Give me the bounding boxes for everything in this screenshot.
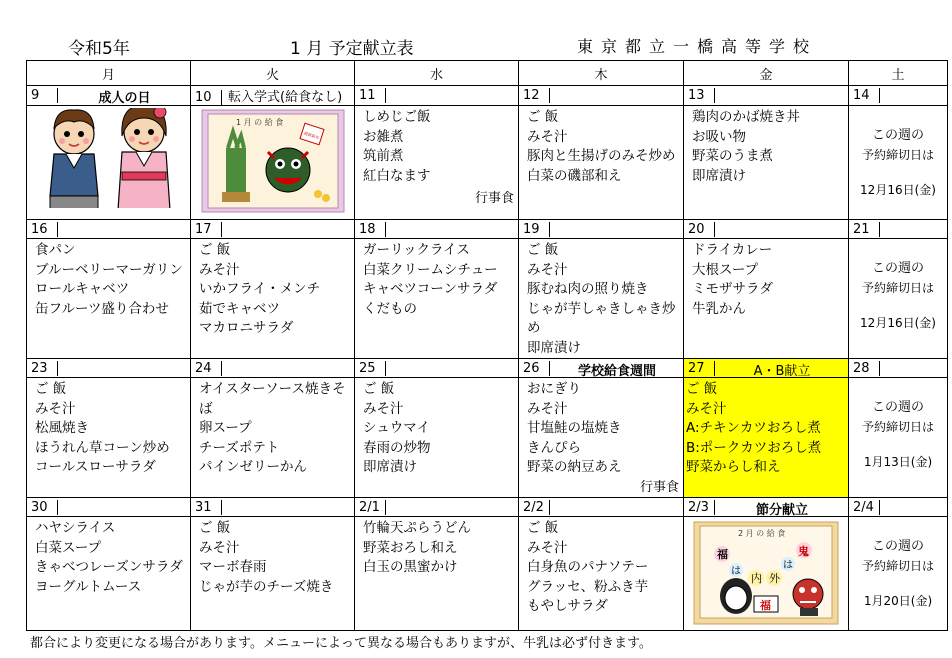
menu-item: ご 飯 [527, 109, 559, 125]
january-banner-text: 謹賀新年 [302, 130, 320, 141]
day-number: 19 [519, 222, 550, 237]
soto-char: 外 [769, 572, 780, 585]
menu-cell-mon [27, 378, 191, 498]
day-number: 26 [519, 361, 550, 376]
menu-item: 野菜おろし和え [363, 539, 458, 556]
day-number: 10 [191, 90, 222, 105]
menu-item: みそ汁 [199, 261, 240, 278]
menu-item: ご 飯 [35, 381, 67, 397]
box-char: 福 [760, 599, 771, 612]
menu-item: 食パン [35, 242, 76, 258]
menu-cell-tue [191, 239, 355, 359]
january-meal-illustration [198, 108, 348, 214]
date-cell-mon [27, 498, 191, 517]
menu-item: グラッセ、粉ふき芋 [527, 578, 649, 595]
deadline-text: 1月20日(金) [863, 594, 933, 608]
menu-item: 鶏肉のかば焼き丼 [692, 109, 800, 125]
january-caption: 1 月 の 給 食 [235, 118, 283, 127]
deadline-text: この週の [871, 539, 924, 554]
menu-item: 即席漬け [527, 339, 581, 356]
menu-item: ロールキャベツ [35, 281, 130, 297]
date-cell-tue [191, 498, 355, 517]
menu-item: パインゼリーかん [199, 459, 307, 475]
menu-row [27, 517, 948, 631]
menu-item: 缶フルーツ盛り合わせ [35, 300, 169, 317]
menu-item: きんぴら [527, 439, 581, 456]
deadline-text: 12月16日(金) [860, 316, 936, 330]
date-cell-wed [355, 498, 519, 517]
menu-cell-wed [355, 517, 519, 631]
page-title: 1 月 予定献立表 [290, 39, 414, 59]
menu-row [27, 106, 948, 220]
day-number: 30 [27, 500, 58, 515]
menu-item: 豚肉と生揚げのみそ炒め [527, 148, 676, 164]
deadline-text: 予約締切日は [861, 147, 934, 162]
menu-item: ミモザサラダ [692, 281, 773, 297]
menu-item: ご 飯 [527, 520, 559, 536]
menu-item: 甘塩鮭の塩焼き [527, 420, 622, 436]
day-number: 21 [849, 222, 880, 237]
menu-item: マーボ春雨 [199, 559, 267, 575]
menu-cell-wed [355, 239, 519, 359]
menu-calendar [26, 60, 948, 631]
deadline-text: 12月16日(金) [860, 183, 936, 197]
february-caption: 2 月 の 給 食 [738, 529, 786, 538]
day-number: 2/3 [684, 500, 715, 515]
menu-item: B:ポークカツおろし煮 [686, 439, 822, 456]
date-cell-mon [27, 220, 191, 239]
menu-item: 白身魚のパナソテー [527, 559, 649, 575]
day-number: 20 [684, 222, 715, 237]
menu-item: 即席漬け [692, 167, 746, 184]
day-number: 18 [355, 222, 386, 237]
day-number: 28 [849, 361, 880, 376]
event-meal-note: 行事食 [639, 479, 679, 495]
menu-item: ハヤシライス [35, 520, 116, 536]
day-number: 2/2 [519, 500, 550, 515]
footer-note: 都合により変更になる場合があります。メニューによって異なる場合もありますが、牛乳は必ず付きます。 [30, 636, 652, 651]
menu-item: お雑煮 [363, 128, 404, 145]
menu-item: みそ汁 [527, 539, 568, 556]
date-cell-wed [355, 359, 519, 378]
menu-cell-wed [355, 378, 519, 498]
day-event-tag: 節分献立 [755, 503, 808, 518]
menu-item: 野菜のうま煮 [692, 148, 773, 164]
date-cell-fri [684, 498, 849, 517]
menu-item: 野菜からし和え [686, 459, 781, 475]
weekday-mon: 月 [27, 61, 191, 86]
event-meal-note: 行事食 [474, 191, 514, 206]
menu-item: シュウマイ [363, 420, 430, 436]
menu-item: いかフライ・メンチ [199, 281, 321, 297]
date-cell-thu [519, 220, 684, 239]
weekday-fri: 金 [684, 61, 849, 86]
menu-item: みそ汁 [363, 400, 404, 417]
menu-item: マカロニサラダ [199, 320, 294, 336]
weekday-sat: 土 [849, 61, 948, 86]
date-cell-sat [849, 498, 948, 517]
menu-item: みそ汁 [35, 400, 76, 417]
date-cell-tue [191, 86, 355, 106]
menu-item: 牛乳かん [692, 300, 746, 317]
day-number: 27 [684, 361, 715, 376]
day-event-tag: 転入学式(給食なし) [228, 90, 343, 105]
menu-item: ほうれん草コーン炒め [35, 439, 170, 456]
menu-item: 即席漬け [363, 459, 417, 475]
coming-of-age-illustration [34, 108, 184, 208]
menu-cell-thu [519, 239, 684, 359]
menu-cell-mon [27, 106, 191, 220]
date-cell-mon [27, 359, 191, 378]
day-event-tag: A・B献立 [753, 364, 811, 379]
date-row [27, 498, 948, 517]
menu-item: チーズポテト [199, 439, 280, 456]
menu-item: 紅白なます [363, 167, 431, 184]
menu-item: きゃべつレーズンサラダ [35, 559, 183, 575]
deadline-text: この週の [871, 261, 924, 276]
deadline-text: この週の [871, 128, 924, 143]
date-cell-sat [849, 86, 948, 106]
menu-cell-tue [191, 378, 355, 498]
menu-item: 春雨の炒物 [363, 439, 431, 456]
menu-item: 大根スープ [692, 261, 759, 278]
fuku-char: 福 [717, 548, 728, 561]
menu-item: ご 飯 [199, 520, 231, 536]
date-cell-thu [519, 498, 684, 517]
menu-row [27, 239, 948, 359]
menu-item: もやしサラダ [527, 598, 608, 614]
deadline-text: 予約締切日は [861, 558, 934, 573]
day-number: 14 [849, 88, 880, 103]
date-cell-fri [684, 359, 849, 378]
weekday-tue: 火 [191, 61, 355, 86]
menu-item: オイスターソース焼きそば [199, 381, 346, 417]
menu-item: 白玉の黒蜜かけ [363, 559, 458, 575]
menu-cell-thu [519, 517, 684, 631]
menu-item: ヨーグルトムース [35, 578, 142, 595]
menu-cell-mon [27, 517, 191, 631]
weekday-wed: 水 [355, 61, 519, 86]
day-number: 11 [355, 88, 386, 103]
wa-char: は [731, 566, 741, 577]
date-cell-wed [355, 220, 519, 239]
menu-item: みそ汁 [527, 261, 568, 278]
deadline-text: 1月13日(金) [863, 455, 933, 469]
date-cell-wed [355, 86, 519, 106]
menu-item: 白菜クリームシチュー [363, 261, 498, 278]
day-event-tag: 学校給食週間 [577, 364, 656, 379]
menu-cell-thu [519, 378, 684, 498]
menu-item: ご 飯 [363, 381, 395, 397]
menu-cell-sat [849, 517, 948, 631]
deadline-text: 予約締切日は [861, 419, 934, 434]
menu-cell-tue [191, 517, 355, 631]
menu-item: 卵スープ [199, 420, 252, 436]
menu-item: ご 飯 [686, 381, 718, 397]
menu-cell-fri [684, 378, 849, 498]
deadline-text: この週の [871, 400, 924, 415]
date-cell-sat [849, 220, 948, 239]
menu-cell-sat [849, 106, 948, 220]
day-number: 17 [191, 222, 222, 237]
menu-cell-sat [849, 239, 948, 359]
menu-item: じゃが芋しゃきしゃき炒め [527, 300, 676, 336]
weekday-thu: 木 [519, 61, 684, 86]
menu-cell-fri [684, 517, 849, 631]
menu-cell-thu [519, 106, 684, 220]
menu-item: コールスローサラダ [35, 459, 156, 475]
menu-item: 茹でキャベツ [199, 300, 280, 317]
deadline-text: 予約締切日は [861, 280, 934, 295]
menu-cell-fri [684, 106, 849, 220]
menu-cell-fri [684, 239, 849, 359]
day-number: 2/4 [849, 500, 880, 515]
day-number: 12 [519, 88, 550, 103]
menu-item: お吸い物 [692, 128, 746, 145]
era-label: 令和5年 [68, 39, 130, 59]
menu-item: ご 飯 [199, 242, 231, 258]
date-cell-thu [519, 86, 684, 106]
menu-item: しめじご飯 [363, 109, 431, 125]
date-row [27, 220, 948, 239]
date-cell-fri [684, 220, 849, 239]
menu-item: 白菜の磯部和え [527, 167, 622, 184]
uchi-char: 内 [751, 572, 762, 585]
menu-item: ご 飯 [527, 242, 559, 258]
menu-item: みそ汁 [527, 400, 568, 417]
menu-item: おにぎり [527, 381, 581, 397]
date-cell-tue [191, 359, 355, 378]
day-number: 13 [684, 88, 715, 103]
menu-item: 白菜スープ [35, 539, 102, 556]
menu-item: 松風焼き [35, 420, 89, 436]
day-number: 31 [191, 500, 222, 515]
menu-item: ブルーベリーマーガリン [35, 261, 183, 278]
menu-item: 筑前煮 [363, 148, 404, 164]
date-row [27, 359, 948, 378]
wa-char-2: は [783, 560, 793, 571]
menu-cell-mon [27, 239, 191, 359]
day-number: 23 [27, 361, 58, 376]
menu-item: じゃが芋のチーズ焼き [199, 578, 334, 595]
menu-item: くだもの [363, 300, 417, 317]
menu-cell-sat [849, 378, 948, 498]
menu-item: 豚むね肉の照り焼き [527, 281, 649, 297]
day-event-tag: 成人の日 [98, 91, 151, 106]
menu-row [27, 378, 948, 498]
day-number: 16 [27, 222, 58, 237]
menu-item: みそ汁 [686, 400, 727, 417]
date-cell-tue [191, 220, 355, 239]
menu-cell-wed [355, 106, 519, 220]
day-number: 25 [355, 361, 386, 376]
setsubun-illustration [692, 520, 840, 626]
date-cell-thu [519, 359, 684, 378]
weekday-header-row [27, 61, 948, 86]
menu-item: A:チキンカツおろし煮 [686, 420, 821, 436]
date-cell-mon [27, 86, 191, 106]
date-cell-fri [684, 86, 849, 106]
menu-item: 竹輪天ぷらうどん [363, 520, 471, 536]
menu-item: ドライカレー [692, 242, 773, 258]
menu-item: みそ汁 [527, 128, 568, 145]
day-number: 9 [27, 88, 58, 103]
menu-item: 野菜の納豆あえ [527, 459, 622, 475]
day-number: 2/1 [355, 500, 386, 515]
day-number: 24 [191, 361, 222, 376]
date-cell-sat [849, 359, 948, 378]
menu-item: みそ汁 [199, 539, 240, 556]
oni-char: 鬼 [798, 545, 809, 558]
school-name: 東京都立一橋高等学校 [577, 37, 818, 56]
menu-item: キャベツコーンサラダ [363, 281, 498, 297]
menu-cell-tue [191, 106, 355, 220]
date-row [27, 86, 948, 106]
menu-item: ガーリックライス [363, 242, 470, 258]
